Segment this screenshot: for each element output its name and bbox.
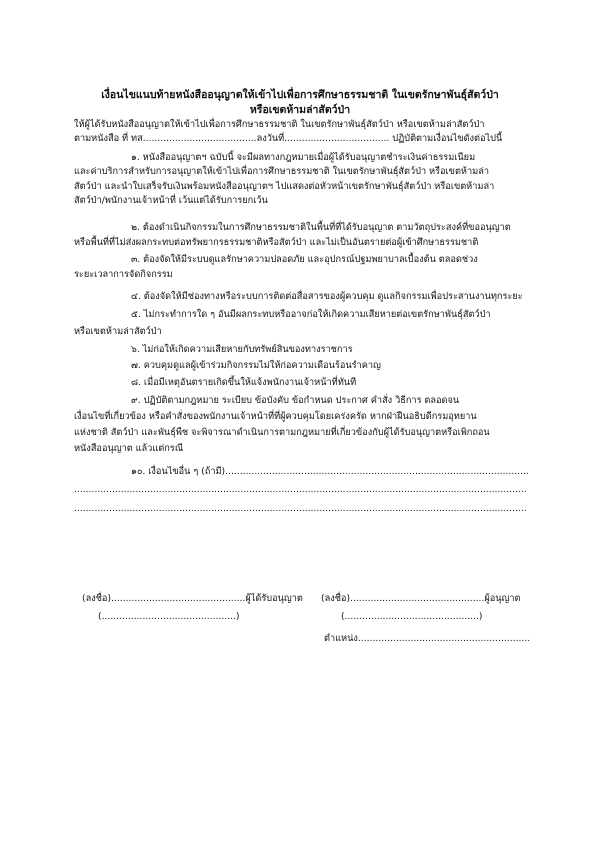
intro-line-1: ให้ผู้ได้รับหนังสืออนุญาตให้เข้าไปเพื่อการศึกษาธรรมชาติ ในเขตรักษาพันธุ์สัตว์ป่า หรือเขตห้ามล่าสัตว์ป่า [74,119,485,130]
licensor-signature: (ลงชื่อ)..............................................ผู้อนุญาต [321,593,521,604]
document-title-line-1: เงื่อนไขแนบท้ายหนังสืออนุญาตให้เข้าไปเพื่อการศึกษาธรรมชาติ ในเขตรักษาพันธุ์สัตว์ป่า [101,89,499,101]
condition-5-line-1: ๕. ไม่กระทำการใด ๆ อันมีผลกระทบหรืออาจก่อให้เกิดความเสียหายต่อเขตรักษาพันธุ์สัตว์ป่า [131,309,491,320]
condition-3-line-1: ๓. ต้องจัดให้มีระบบดูแลรักษาความปลอดภัย และอุปกรณ์ปฐมพยาบาลเบื้องต้น ตลอดช่วง [131,254,478,265]
dotted-line-2: ........................................................................................................................................................... [74,503,527,514]
intro-line-2: ตามหนังสือ ที่ ทส.......................................ลงวันที่.................................... ปฏิบัติตามเงื่อนไขดังต่อไปนี้ [74,133,503,144]
condition-8: ๘. เมื่อมีเหตุอันตรายเกิดขึ้นให้แจ้งพนักงานเจ้าหน้าที่ทันที [131,377,357,388]
licensor-name: (..............................................) [341,611,483,622]
condition-9-line-3: แห่งชาติ สัตว์ป่า และพันธุ์พืช จะพิจารณาดำเนินการตามกฎหมายที่เกี่ยวข้องกับผู้ได้รับอนุญาตหรือเพิกถอน [74,427,490,438]
condition-9-line-1: ๙. ปฏิบัติตามกฎหมาย ระเบียบ ข้อบังคับ ข้อกำหนด ประกาศ คำสั่ง วิธีการ ตลอดจน [131,395,460,406]
condition-9-line-4: หนังสืออนุญาต แล้วแต่กรณี [74,443,184,454]
condition-9-line-2: เงื่อนไขที่เกี่ยวข้อง หรือคำสั่งของพนักงานเจ้าหน้าที่ที่ผู้ควบคุมโดยเคร่งครัด หากฝ่าฝืนอธิบดีกรมอุทยาน [74,411,477,422]
condition-6: ๖. ไม่ก่อให้เกิดความเสียหายกับทรัพย์สินของทางราชการ [131,344,353,355]
condition-10: ๑๐. เงื่อนไขอื่น ๆ (ถ้ามี)........................................................................................................ [131,466,529,477]
condition-2-line-1: ๒. ต้องดำเนินกิจกรรมในการศึกษาธรรมชาติในพื้นที่ที่ได้รับอนุญาต ตามวัตถุประสงค์ที่ขออนุญาต [131,222,511,233]
condition-4: ๔. ต้องจัดให้มีช่องทางหรือระบบการติดต่อสื่อสารของผู้ควบคุม ดูแลกิจกรรมเพื่อประสานงานทุกระยะ [131,291,523,302]
licensee-name: (..............................................) [98,611,240,622]
condition-1-line-2: และค่าบริการสำหรับการอนุญาตให้เข้าไปเพื่อการศึกษาธรรมชาติ ในเขตรักษาพันธุ์สัตว์ป่า หรือเขตห้ามล่า [74,166,489,177]
condition-7: ๗. ควบคุมดูแลผู้เข้าร่วมกิจกรรมไม่ให้ก่อความเดือนร้อนรำคาญ [131,360,381,371]
condition-2-line-2: หรือพื้นที่ที่ไม่ส่งผลกระทบต่อทรัพยากรธรรมชาติหรือสัตว์ป่า และไม่เป็นอันตรายต่อผู้เข้าศึกษาธรรมชาติ [74,237,479,248]
licensee-signature: (ลงชื่อ)..............................................ผู้ได้รับอนุญาต [82,593,303,604]
condition-1-line-4: สัตว์ป่า/พนักงานเจ้าหน้าที่ เว้นแต่ได้รับการยกเว้น [74,195,268,206]
condition-1-line-1: ๑. หนังสืออนุญาตฯ ฉบับนี้ จะมีผลทางกฎหมายเมื่อผู้ได้รับอนุญาตชำระเงินค่าธรรมเนียม [131,152,476,163]
condition-5-line-2: หรือเขตห้ามล่าสัตว์ป่า [74,326,162,337]
dotted-line-1: ........................................................................................................................................................... [74,484,527,495]
condition-3-line-2: ระยะเวลาการจัดกิจกรรม [74,269,173,280]
document-title-line-2: หรือเขตห้ามล่าสัตว์ป่า [249,104,351,116]
licensor-position: ตำแหน่ง........................................................... [324,633,531,644]
condition-1-line-3: สัตว์ป่า และนำใบเสร็จรับเงินพร้อมหนังสืออนุญาตฯ ไปแสดงต่อหัวหน้าเขตรักษาพันธุ์สัตว์ป่า หรือเขตห้ามล่า [74,181,495,192]
